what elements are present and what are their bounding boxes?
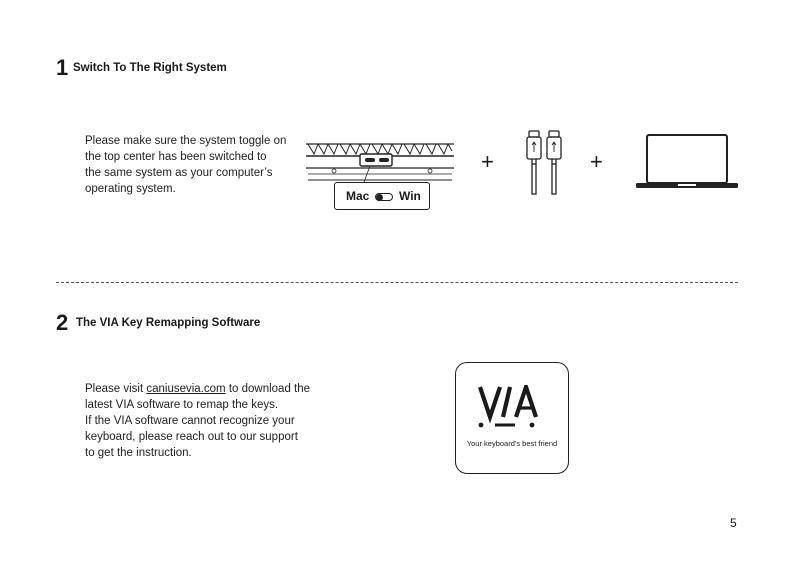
step-2-line-5: to get the instruction. — [85, 447, 192, 459]
step-2-line-1 — [85, 381, 310, 397]
step-2-line-1-prefix: Please visit — [85, 383, 147, 395]
step-2-line-3: If the VIA software cannot recognize your — [85, 415, 295, 427]
system-toggle-callout — [334, 182, 430, 210]
step-2-instructions — [85, 381, 310, 461]
win-label: Win — [399, 189, 421, 203]
caniusevia-link[interactable]: caniusevia.com — [146, 383, 226, 395]
section-divider — [56, 282, 738, 283]
step-1-line-1: Please make sure the system toggle on — [85, 135, 287, 147]
step-2-title: The VIA Key Remapping Software — [76, 317, 261, 329]
toggle-knob — [376, 194, 383, 201]
via-logo — [455, 362, 569, 474]
usb-c-cable-icon — [524, 128, 564, 196]
step-1-line-2: the top center has been switched to — [85, 151, 267, 163]
step-2-line-2: latest VIA software to remap the keys. — [85, 399, 279, 411]
plus-sign-2: + — [590, 149, 603, 174]
step-2-number: 2 — [56, 310, 68, 335]
keyboard-illustration — [306, 140, 456, 184]
step-2-line-4: keyboard, please reach out to our support — [85, 431, 298, 443]
plus-sign-1: + — [481, 149, 494, 174]
step-1-number: 1 — [56, 55, 68, 80]
step-1-line-4: operating system. — [85, 183, 176, 195]
mac-label: Mac — [346, 189, 370, 203]
laptop-icon — [634, 133, 740, 191]
step-1-instructions — [85, 133, 286, 197]
via-tagline: Your keyboard's best friend — [466, 439, 558, 448]
via-wordmark — [478, 385, 546, 431]
page-number: 5 — [730, 516, 737, 530]
toggle-switch-icon — [375, 193, 393, 201]
step-2-line-1-suffix: to download the — [225, 383, 311, 395]
step-1-title: Switch To The Right System — [73, 62, 227, 74]
step-1-line-3: the same system as your computer’s — [85, 167, 273, 179]
